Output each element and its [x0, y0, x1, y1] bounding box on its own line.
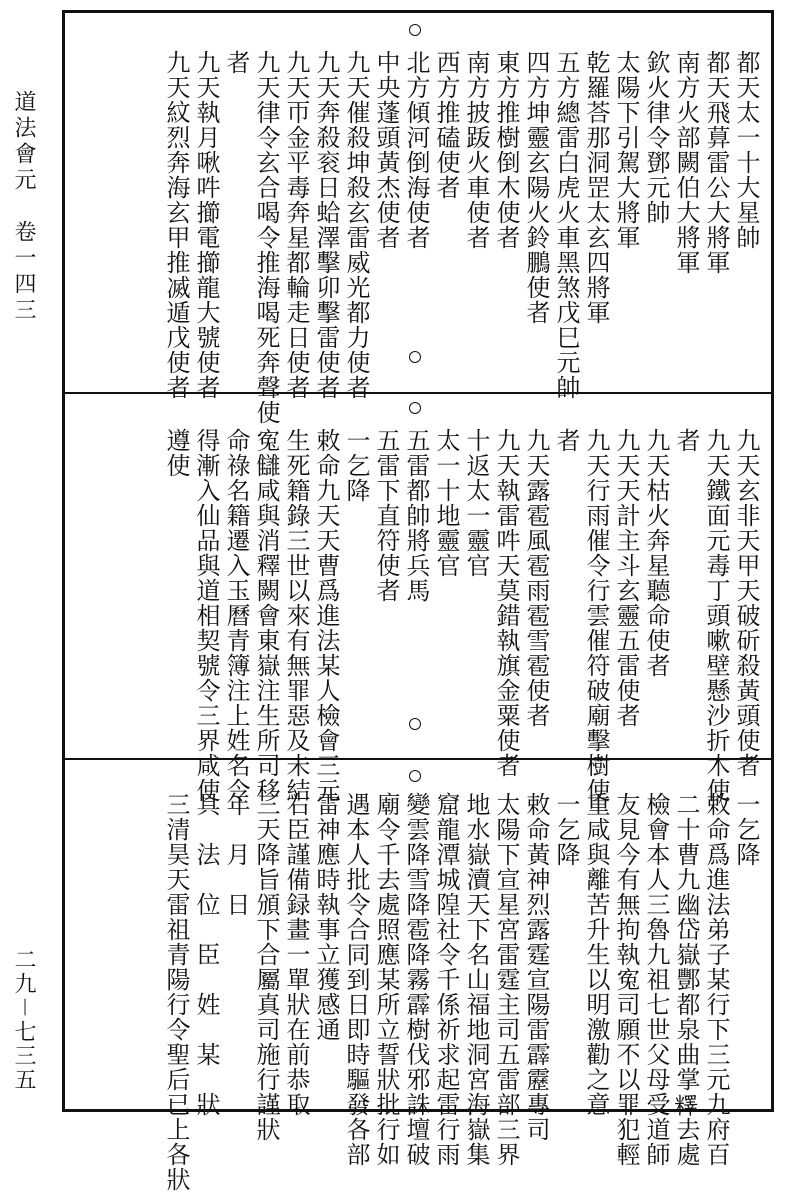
- text-column: 遵使: [162, 428, 190, 478]
- text-column: 右臣謹備録畫一單狀在前恭取: [282, 792, 310, 1117]
- text-column: 檢會本人三魯九祖七世父母受道師: [642, 792, 670, 1167]
- text-column: 欽火律令鄧元帥: [642, 50, 670, 225]
- text-column: 者: [672, 428, 700, 453]
- text-column: 九天催殺坤殺玄雷威光都力使者: [342, 50, 370, 400]
- top-marker-circle-3: [409, 770, 421, 782]
- text-column: 九天天計主斗玄靈五雷使者: [612, 428, 640, 728]
- text-column: 重咸與離苦升生以明激勸之意: [582, 792, 610, 1117]
- top-marker-circle-2: [409, 402, 421, 414]
- text-column: 九天鐵面元毒丁頭嗽壁懸沙折木使: [702, 428, 730, 803]
- text-column: 北方傾河倒海使者: [402, 50, 430, 250]
- text-column: 南方火部闕伯大將軍: [672, 50, 700, 275]
- text-column: 敕命黃神烈露霆宣陽雷霹靂專司: [522, 792, 550, 1142]
- text-column: 年 月 日: [222, 792, 250, 917]
- text-column: 三清昊天雷祖青陽行令聖后已上各狀: [162, 792, 190, 1192]
- text-column: 二十曹九幽岱嶽酆都泉曲掌𥼶去處: [672, 792, 700, 1167]
- text-column: 變雲降雪降雹降霧霹樹伐邪誅壇破: [402, 792, 430, 1167]
- text-column: 具 法 位 臣 姓 某 狀: [192, 792, 220, 1117]
- text-column: 雷神應時執事立獲感通: [312, 792, 340, 1042]
- text-column: 太陽下引駕大將軍: [612, 50, 640, 250]
- text-column: 九天紋烈奔海玄甲推㓕遁戊使者: [162, 50, 190, 400]
- text-column: 東方推樹倒木使者: [492, 50, 520, 250]
- text-column: 地水嶽瀆天下名山福地洞宮海嶽集: [462, 792, 490, 1167]
- text-column: 九天行雨催令行雲催符破廟擊樹使: [582, 428, 610, 803]
- text-column: 九天帀金平毒奔星都輪走日使者: [282, 50, 310, 400]
- text-column: 生死籍錄三世以來有無罪惡及未結: [282, 428, 310, 803]
- text-column: 五方總雷白虎火車黑煞戊巳元帥: [552, 50, 580, 400]
- margin-page-number: 二九－七三五: [11, 948, 36, 1093]
- text-column: 遇本人批令合同到日即時驅發各部: [342, 792, 370, 1167]
- text-column: 敕命爲進法弟子某行下三元九府百: [702, 792, 730, 1167]
- text-column: 中央蓬頭黃杰使者: [372, 50, 400, 250]
- text-panel-middle: [65, 428, 771, 803]
- text-column: 命祿名籍遷入玉曆青簿注上姓名令: [222, 428, 250, 803]
- text-column: 太一十地靈官: [432, 428, 460, 578]
- text-column: 得漸入仙品與道相契號令三界咸使: [192, 428, 220, 803]
- text-panel-top: [65, 50, 771, 425]
- text-column: 一乞降: [552, 792, 580, 867]
- text-column: 一乞降: [342, 428, 370, 503]
- text-column: 九天枯火奔星聽命使者: [642, 428, 670, 678]
- text-panel-bottom: [65, 792, 771, 1192]
- text-column: 九天露雹風雹雨雹雪雹使者: [522, 428, 550, 728]
- text-column: 九天律令玄合喝令推海喝死奔聲使: [252, 50, 280, 425]
- text-column: 都天太一十大星帥: [732, 50, 760, 250]
- margin-book-title: 道法會元 卷一四三: [11, 90, 36, 324]
- text-column: 者: [222, 50, 250, 75]
- panel-divider-2: [62, 758, 774, 760]
- text-column: 寃讎咸與消釋闕會東嶽注生所司移: [252, 428, 280, 803]
- text-column: 五雷都帥將兵馬: [402, 428, 430, 603]
- text-column: 廟令千去處照應某所立誓狀批行如: [372, 792, 400, 1167]
- text-column: 十返太一靈官: [462, 428, 490, 578]
- text-column: 乾羅荅那洞罡太玄四將軍: [582, 50, 610, 325]
- text-column: 者: [552, 428, 580, 453]
- text-column: 太陽下宣星宮雷霆主司五雷部三界: [492, 792, 520, 1167]
- text-column: 五雷下直符使者: [372, 428, 400, 603]
- text-column: 西方推磕使者: [432, 50, 460, 200]
- text-column: 窟龍潭城隍社令千係祈求起雷行雨: [432, 792, 460, 1167]
- text-column: 九天玄非天甲天破斫殺黃頭使者: [732, 428, 760, 778]
- text-column: 四方坤靈玄陽火鈴鵬使者: [522, 50, 550, 325]
- text-column: 南方披䟦火車使者: [462, 50, 490, 250]
- text-column: 九天執月啾吽擳電擳龍大號使者: [192, 50, 220, 400]
- text-column: 友見今有無拘執寃司願不以罪犯輕: [612, 792, 640, 1167]
- text-column: 九天執雷吽天莫錯執旗金粟使者: [492, 428, 520, 778]
- top-marker-circle-1: [409, 24, 421, 36]
- text-column: 一乞降: [732, 792, 760, 867]
- text-column: 都天飛萛雷公大將軍: [702, 50, 730, 275]
- text-column: 九天奔殺衮日蛤澤擊卯擊雷使者: [312, 50, 340, 400]
- text-column: 敕命九天天曹爲進法某人檢會三元: [312, 428, 340, 803]
- text-column: 三天降旨頒下合屬真司施行謹狀: [252, 792, 280, 1142]
